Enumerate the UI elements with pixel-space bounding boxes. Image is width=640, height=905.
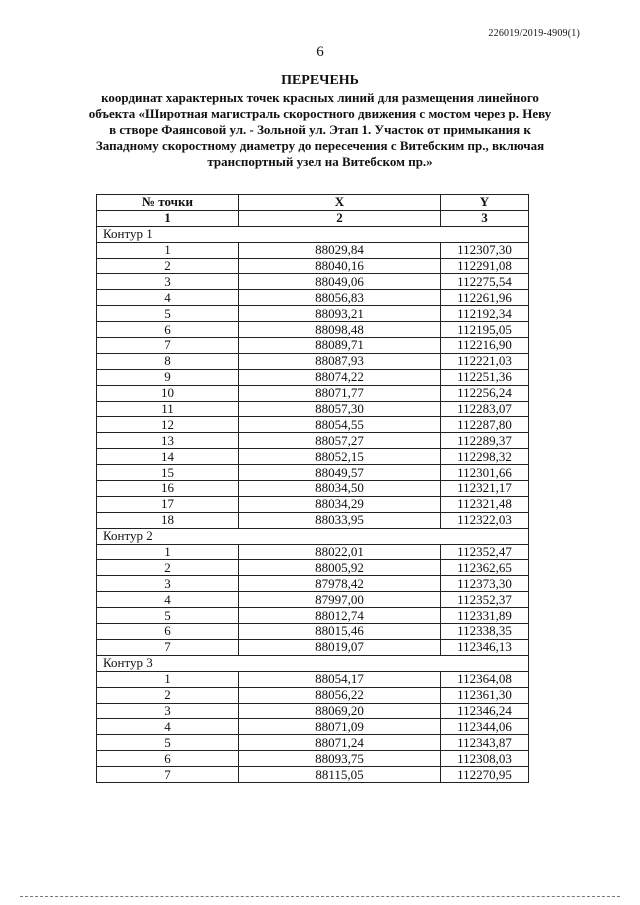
cell-y: 112352,37 bbox=[441, 592, 529, 608]
cell-y: 112307,30 bbox=[441, 242, 529, 258]
cell-point-number: 3 bbox=[97, 576, 239, 592]
cell-point-number: 1 bbox=[97, 671, 239, 687]
cell-point-number: 6 bbox=[97, 624, 239, 640]
header-y: Y bbox=[441, 195, 529, 211]
cell-y: 112331,89 bbox=[441, 608, 529, 624]
cell-x: 88056,83 bbox=[239, 290, 441, 306]
cell-x: 88115,05 bbox=[239, 767, 441, 783]
table-row bbox=[97, 306, 529, 322]
cell-point-number: 3 bbox=[97, 703, 239, 719]
cell-y: 112195,05 bbox=[441, 322, 529, 338]
cell-y: 112287,80 bbox=[441, 417, 529, 433]
table-row bbox=[97, 544, 529, 560]
table-row bbox=[97, 242, 529, 258]
document-id: 226019/2019-4909(1) bbox=[488, 28, 580, 39]
cell-y: 112291,08 bbox=[441, 258, 529, 274]
cell-point-number: 2 bbox=[97, 258, 239, 274]
contour-header-row bbox=[97, 226, 529, 242]
header-x: X bbox=[239, 195, 441, 211]
cell-x: 88022,01 bbox=[239, 544, 441, 560]
cell-point-number: 1 bbox=[97, 544, 239, 560]
cell-y: 112216,90 bbox=[441, 338, 529, 354]
table-row bbox=[97, 751, 529, 767]
cell-x: 88074,22 bbox=[239, 369, 441, 385]
cell-y: 112346,24 bbox=[441, 703, 529, 719]
cell-x: 88033,95 bbox=[239, 512, 441, 528]
table-row bbox=[97, 671, 529, 687]
table-row bbox=[97, 687, 529, 703]
cell-point-number: 11 bbox=[97, 401, 239, 417]
cell-x: 88057,30 bbox=[239, 401, 441, 417]
contour-label: Контур 1 bbox=[97, 226, 529, 242]
cell-point-number: 16 bbox=[97, 481, 239, 497]
cell-y: 112346,13 bbox=[441, 639, 529, 655]
table-row bbox=[97, 592, 529, 608]
cell-y: 112301,66 bbox=[441, 465, 529, 481]
table-row bbox=[97, 290, 529, 306]
cell-y: 112251,36 bbox=[441, 369, 529, 385]
table-row bbox=[97, 767, 529, 783]
cell-point-number: 18 bbox=[97, 512, 239, 528]
cell-y: 112270,95 bbox=[441, 767, 529, 783]
contour-header-row bbox=[97, 528, 529, 544]
cell-x: 88005,92 bbox=[239, 560, 441, 576]
table-row bbox=[97, 353, 529, 369]
cell-point-number: 8 bbox=[97, 353, 239, 369]
cell-x: 88087,93 bbox=[239, 353, 441, 369]
cell-x: 88054,55 bbox=[239, 417, 441, 433]
heading-line: объекта «Широтная магистраль скоростного движения с мостом через р. Неву bbox=[88, 106, 552, 121]
cell-x: 88040,16 bbox=[239, 258, 441, 274]
table-row bbox=[97, 512, 529, 528]
cell-point-number: 13 bbox=[97, 433, 239, 449]
table-row bbox=[97, 735, 529, 751]
cell-point-number: 7 bbox=[97, 767, 239, 783]
cell-x: 87997,00 bbox=[239, 592, 441, 608]
table-row bbox=[97, 369, 529, 385]
cell-y: 112362,65 bbox=[441, 560, 529, 576]
cell-y: 112364,08 bbox=[441, 671, 529, 687]
cell-y: 112321,17 bbox=[441, 481, 529, 497]
cell-y: 112275,54 bbox=[441, 274, 529, 290]
cell-point-number: 9 bbox=[97, 369, 239, 385]
cell-point-number: 6 bbox=[97, 322, 239, 338]
cell-x: 88071,77 bbox=[239, 385, 441, 401]
cell-y: 112221,03 bbox=[441, 353, 529, 369]
cell-y: 112322,03 bbox=[441, 512, 529, 528]
contour-label: Контур 2 bbox=[97, 528, 529, 544]
cell-point-number: 7 bbox=[97, 639, 239, 655]
contour-header-row bbox=[97, 655, 529, 671]
cell-x: 88098,48 bbox=[239, 322, 441, 338]
cell-x: 88054,17 bbox=[239, 671, 441, 687]
cell-x: 88071,09 bbox=[239, 719, 441, 735]
cell-point-number: 3 bbox=[97, 274, 239, 290]
cell-y: 112256,24 bbox=[441, 385, 529, 401]
cell-y: 112373,30 bbox=[441, 576, 529, 592]
cell-point-number: 7 bbox=[97, 338, 239, 354]
table-row bbox=[97, 401, 529, 417]
cell-y: 112298,32 bbox=[441, 449, 529, 465]
cell-point-number: 4 bbox=[97, 719, 239, 735]
cell-x: 88052,15 bbox=[239, 449, 441, 465]
cell-point-number: 5 bbox=[97, 735, 239, 751]
cell-x: 88012,74 bbox=[239, 608, 441, 624]
table-row bbox=[97, 322, 529, 338]
cell-x: 88015,46 bbox=[239, 624, 441, 640]
column-number-3: 3 bbox=[441, 210, 529, 226]
cell-x: 88069,20 bbox=[239, 703, 441, 719]
table-row bbox=[97, 608, 529, 624]
table-row bbox=[97, 576, 529, 592]
table-row bbox=[97, 703, 529, 719]
page-number: 6 bbox=[316, 44, 324, 60]
cell-x: 88071,24 bbox=[239, 735, 441, 751]
table-row bbox=[97, 560, 529, 576]
heading-line: в створе Фаянсовой ул. - Зольной ул. Этап 1. Участок от примыкания к bbox=[109, 122, 531, 137]
cell-y: 112321,48 bbox=[441, 496, 529, 512]
contour-label: Контур 3 bbox=[97, 655, 529, 671]
cell-point-number: 5 bbox=[97, 306, 239, 322]
cell-y: 112261,96 bbox=[441, 290, 529, 306]
cell-y: 112344,06 bbox=[441, 719, 529, 735]
table-row bbox=[97, 433, 529, 449]
page-bottom-dashed-line bbox=[20, 896, 620, 897]
cell-x: 88089,71 bbox=[239, 338, 441, 354]
cell-point-number: 2 bbox=[97, 560, 239, 576]
heading-line: Западному скоростному диаметру до пересечения с Витебским пр., включая bbox=[95, 138, 545, 153]
table-row bbox=[97, 639, 529, 655]
cell-x: 87978,42 bbox=[239, 576, 441, 592]
heading-line: координат характерных точек красных линий для размещения линейного bbox=[101, 90, 539, 105]
cell-x: 88034,29 bbox=[239, 496, 441, 512]
header-point-number: № точки bbox=[97, 195, 239, 211]
cell-x: 88093,75 bbox=[239, 751, 441, 767]
cell-point-number: 5 bbox=[97, 608, 239, 624]
cell-x: 88056,22 bbox=[239, 687, 441, 703]
cell-point-number: 10 bbox=[97, 385, 239, 401]
table-header-row bbox=[97, 195, 529, 211]
table-row bbox=[97, 274, 529, 290]
table-row bbox=[97, 338, 529, 354]
cell-point-number: 2 bbox=[97, 687, 239, 703]
cell-point-number: 4 bbox=[97, 290, 239, 306]
table-row bbox=[97, 719, 529, 735]
cell-point-number: 17 bbox=[97, 496, 239, 512]
table-row bbox=[97, 624, 529, 640]
cell-y: 112338,35 bbox=[441, 624, 529, 640]
cell-y: 112283,07 bbox=[441, 401, 529, 417]
coordinates-table bbox=[96, 194, 529, 783]
cell-x: 88029,84 bbox=[239, 242, 441, 258]
cell-y: 112192,34 bbox=[441, 306, 529, 322]
cell-x: 88049,06 bbox=[239, 274, 441, 290]
cell-x: 88019,07 bbox=[239, 639, 441, 655]
cell-x: 88093,21 bbox=[239, 306, 441, 322]
cell-point-number: 12 bbox=[97, 417, 239, 433]
heading-line: транспортный узел на Витебском пр.» bbox=[207, 154, 433, 169]
cell-y: 112352,47 bbox=[441, 544, 529, 560]
cell-point-number: 6 bbox=[97, 751, 239, 767]
cell-x: 88057,27 bbox=[239, 433, 441, 449]
table-row bbox=[97, 417, 529, 433]
table-row bbox=[97, 481, 529, 497]
table-body bbox=[97, 226, 529, 782]
table-row bbox=[97, 258, 529, 274]
cell-y: 112343,87 bbox=[441, 735, 529, 751]
cell-y: 112361,30 bbox=[441, 687, 529, 703]
cell-x: 88034,50 bbox=[239, 481, 441, 497]
table-row bbox=[97, 465, 529, 481]
heading-title: ПЕРЕЧЕНЬ bbox=[281, 73, 359, 88]
table-row bbox=[97, 496, 529, 512]
document-heading bbox=[80, 72, 560, 170]
cell-point-number: 14 bbox=[97, 449, 239, 465]
column-number-2: 2 bbox=[239, 210, 441, 226]
table-column-numbers-row bbox=[97, 210, 529, 226]
column-number-1: 1 bbox=[97, 210, 239, 226]
cell-point-number: 1 bbox=[97, 242, 239, 258]
cell-point-number: 15 bbox=[97, 465, 239, 481]
table-row bbox=[97, 449, 529, 465]
table-row bbox=[97, 385, 529, 401]
cell-x: 88049,57 bbox=[239, 465, 441, 481]
cell-y: 112289,37 bbox=[441, 433, 529, 449]
cell-y: 112308,03 bbox=[441, 751, 529, 767]
cell-point-number: 4 bbox=[97, 592, 239, 608]
